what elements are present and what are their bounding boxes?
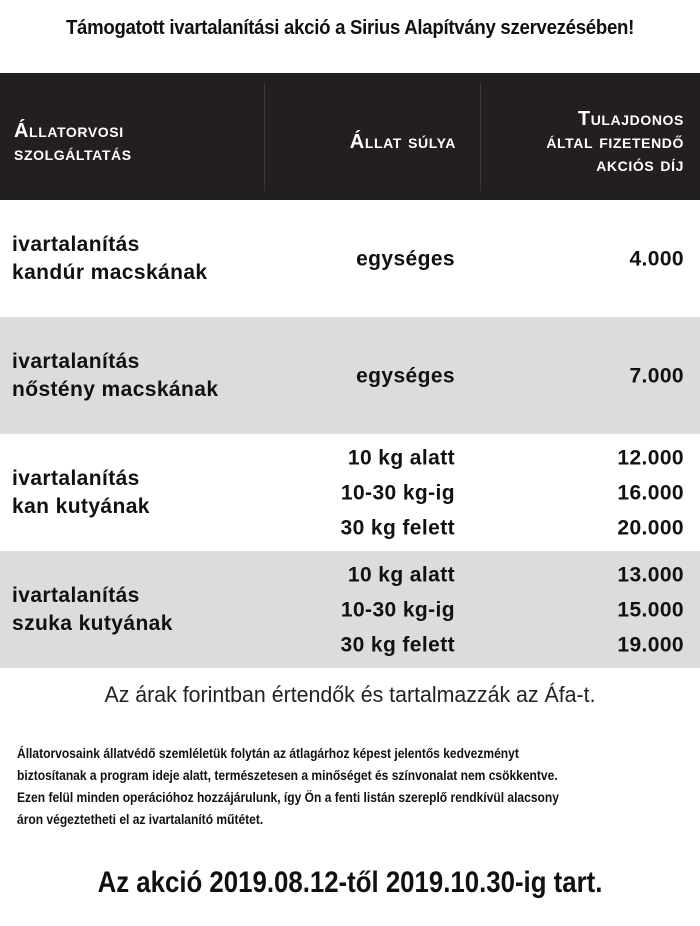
weight-cell — [356, 241, 455, 276]
service-cell — [12, 465, 150, 521]
header-weight: Állat súlya — [349, 131, 456, 153]
service-line: ivartalanítás — [12, 583, 140, 607]
weight-value: 10 kg alatt — [347, 563, 455, 586]
price-value: 19.000 — [617, 633, 684, 656]
header-price-line: akciós díj — [596, 154, 684, 176]
table-row — [0, 434, 700, 551]
info-paragraph — [17, 742, 593, 830]
weight-value: egységes — [356, 247, 455, 270]
table-row — [0, 317, 700, 434]
price-value: 12.000 — [617, 446, 684, 469]
table-header — [0, 73, 700, 200]
page-title: Támogatott ivartalanítási akció a Sirius Alapítvány szervezésében! — [65, 17, 635, 39]
weight-value: 10-30 kg-ig — [340, 598, 455, 621]
service-cell — [12, 582, 173, 638]
price-cell — [629, 358, 684, 393]
weight-value: egységes — [356, 364, 455, 387]
weight-cell — [340, 440, 455, 545]
price-note: Az árak forintban értendők és tartalmazzák az Áfa-t. — [104, 682, 596, 707]
price-cell — [617, 557, 684, 662]
header-service-line: Állatorvosi — [14, 120, 124, 142]
price-cell — [629, 241, 684, 276]
service-line: szuka kutyának — [12, 611, 173, 635]
weight-value: 30 kg felett — [340, 633, 455, 656]
price-cell — [617, 440, 684, 545]
info-line: Állatorvosaink állatvédő szemléletük folytán az átlagárhoz képest jelentős kedvezményt — [17, 745, 519, 761]
header-price-line: által fizetendő — [546, 131, 684, 153]
table-row — [0, 200, 700, 317]
price-value: 16.000 — [617, 481, 684, 504]
header-divider — [264, 83, 265, 191]
info-line: áron végeztetheti el az ivartalanító műtétet. — [17, 811, 264, 827]
service-cell — [12, 348, 218, 404]
weight-value: 10-30 kg-ig — [340, 481, 455, 504]
price-value: 20.000 — [617, 516, 684, 539]
service-line: ivartalanítás — [12, 466, 140, 490]
header-price-line: Tulajdonos — [577, 108, 684, 130]
header-service — [14, 120, 132, 166]
weight-value: 30 kg felett — [340, 516, 455, 539]
price-value: 15.000 — [617, 598, 684, 621]
price-value: 7.000 — [629, 364, 684, 387]
weight-cell — [340, 557, 455, 662]
header-service-line: szolgáltatás — [14, 143, 132, 165]
service-line: nőstény macskának — [12, 377, 219, 401]
price-value: 13.000 — [617, 563, 684, 586]
header-divider — [480, 83, 481, 191]
info-line: Ezen felül minden operációhoz hozzájárulunk, így Ön a fenti listán szereplő rendkívül alacsony — [17, 789, 559, 805]
info-line: biztosítanak a program ideje alatt, természetesen a minőséget és színvonalat nem csökkentve. — [17, 767, 558, 783]
service-line: ivartalanítás — [12, 349, 140, 373]
header-price — [546, 108, 684, 177]
table-row — [0, 551, 700, 668]
weight-value: 10 kg alatt — [347, 446, 455, 469]
campaign-dates: Az akció 2019.08.12-től 2019.10.30-ig tart. — [97, 866, 603, 899]
service-cell — [12, 231, 208, 287]
service-line: kan kutyának — [12, 494, 150, 518]
weight-cell — [356, 358, 455, 393]
price-value: 4.000 — [629, 247, 684, 270]
service-line: ivartalanítás — [12, 232, 140, 256]
service-line: kandúr macskának — [12, 260, 208, 284]
